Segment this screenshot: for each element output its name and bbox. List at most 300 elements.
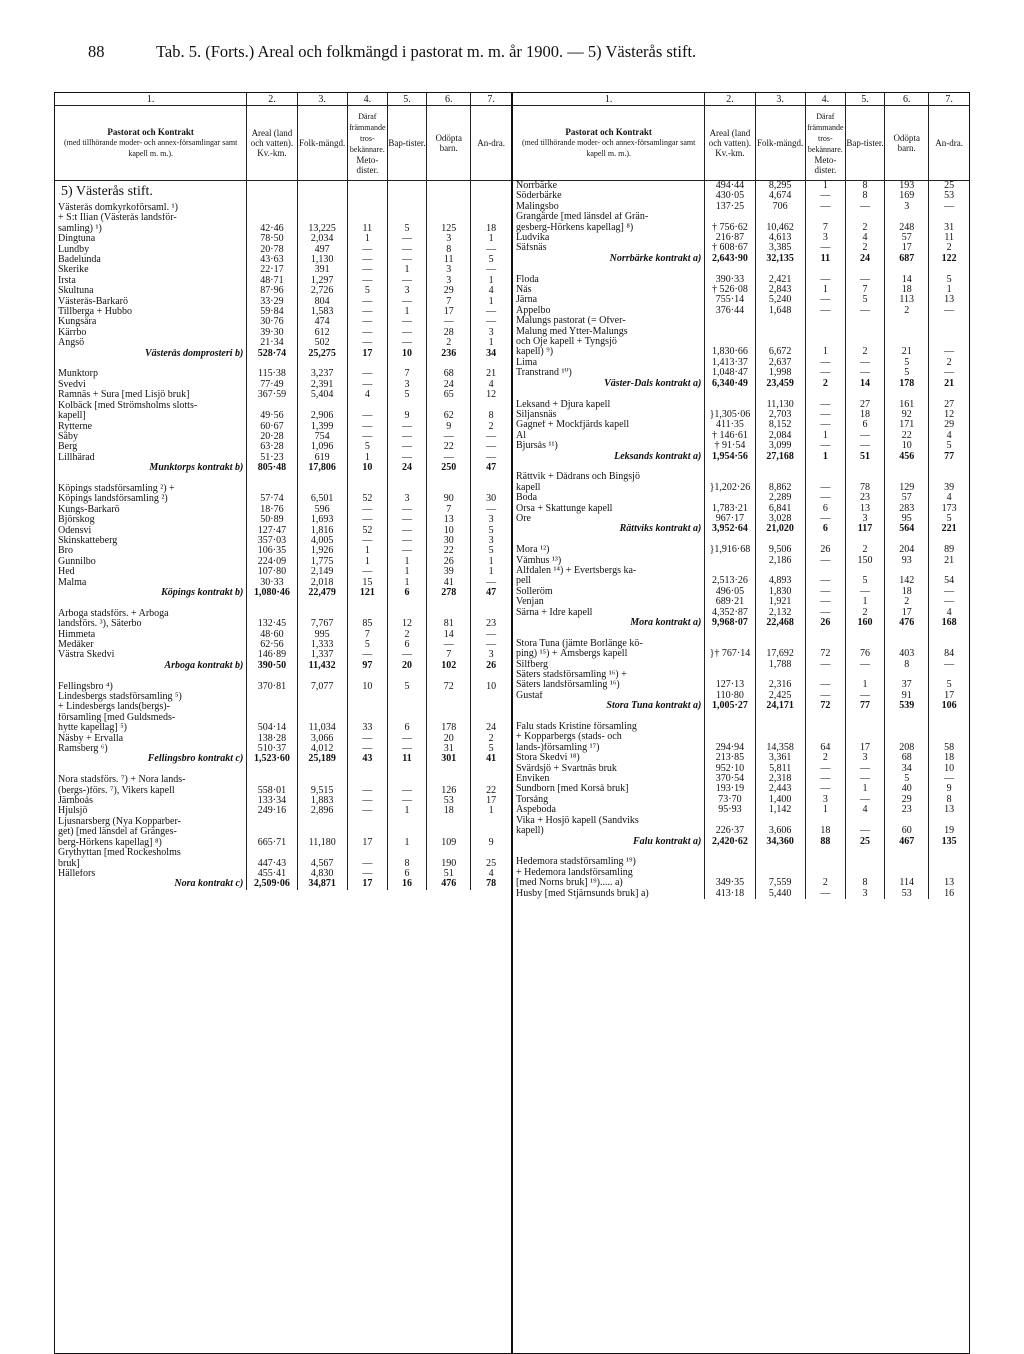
folkmangd-cell: 1,297	[297, 276, 347, 286]
folkmangd-cell: 2,018	[297, 578, 347, 588]
table-row	[55, 567, 511, 577]
andra-cell	[929, 472, 969, 482]
folkmangd-cell: 3,066	[297, 734, 347, 744]
areal-cell	[247, 401, 297, 411]
row-name: Rättviks kontrakt a)	[619, 524, 702, 535]
areal-cell: 39·30	[247, 328, 297, 338]
table-row	[55, 265, 511, 275]
odopta-cell: 14	[885, 275, 929, 285]
folkmangd-cell: 1,883	[297, 796, 347, 806]
folkmangd-cell: 5,440	[755, 889, 805, 899]
baptister-cell: 1	[845, 784, 884, 794]
andra-cell: 8	[929, 795, 969, 805]
baptister-cell	[845, 327, 884, 337]
folkmangd-cell: 2,318	[755, 774, 805, 784]
baptister-cell	[387, 848, 426, 858]
baptister-cell: —	[387, 245, 426, 255]
metodister-cell	[805, 639, 845, 649]
folkmangd-cell: 3,237	[297, 369, 347, 379]
odopta-cell	[427, 401, 471, 411]
section-heading-row	[55, 181, 511, 204]
colnum-3: 3.	[755, 93, 805, 106]
odopta-cell: 3	[427, 265, 471, 275]
metodister-cell: —	[805, 680, 845, 690]
folkmangd-cell	[755, 857, 805, 867]
row-name: Stora Tuna kontrakt a)	[606, 701, 702, 712]
metodister-cell: —	[347, 505, 387, 515]
baptister-cell: 23	[845, 493, 884, 503]
andra-cell: 10	[471, 682, 511, 692]
baptister-cell	[387, 702, 426, 712]
left-table-panel	[54, 92, 512, 1354]
row-name: get) [med länsdel af Gränges-	[58, 827, 177, 838]
andra-cell: 1	[471, 567, 511, 577]
odopta-cell: 26	[427, 557, 471, 567]
andra-cell: 4	[471, 869, 511, 879]
andra-cell: 19	[929, 826, 969, 836]
andra-cell: 21	[929, 556, 969, 566]
table-row	[513, 795, 969, 805]
folkmangd-cell: 2,843	[755, 285, 805, 295]
row-name: Boda	[516, 493, 538, 504]
areal-cell: 43·63	[247, 255, 297, 265]
odopta-cell: 22	[885, 431, 929, 441]
spacer-row	[55, 598, 511, 608]
areal-cell: 146·89	[247, 650, 297, 660]
table-row	[55, 432, 511, 442]
row-name: Falu kontrakt a)	[632, 836, 702, 847]
areal-cell: 1,080·46	[247, 588, 297, 598]
areal-cell: 1,523·60	[247, 754, 297, 764]
odopta-cell: 3	[427, 276, 471, 286]
metodister-cell: 2	[805, 753, 845, 763]
metodister-cell: 3	[805, 233, 845, 243]
odopta-cell	[885, 327, 929, 337]
andra-cell: 2	[929, 243, 969, 253]
folkmangd-cell	[297, 827, 347, 837]
areal-cell: 127·13	[705, 680, 755, 690]
spacer-cell	[885, 847, 929, 857]
row-name: Nora stadsförs. ⁷) + Nora lands-	[58, 775, 186, 786]
metodister-cell: —	[347, 276, 387, 286]
odopta-cell: 2	[885, 597, 929, 607]
table-row	[513, 878, 969, 888]
odopta-cell	[885, 732, 929, 742]
odopta-cell: 476	[427, 879, 471, 889]
colnum-6: 6.	[427, 93, 471, 106]
row-name: Fellingsbro kontrakt c)	[147, 754, 244, 765]
odopta-cell	[885, 566, 929, 576]
odopta-cell: 68	[427, 369, 471, 379]
odopta-cell: 2	[427, 338, 471, 348]
metodister-cell: 52	[347, 494, 387, 504]
spacer-cell	[471, 765, 511, 775]
spacer-cell	[513, 389, 705, 399]
table-row	[55, 338, 511, 348]
folkmangd-cell: 1,583	[297, 307, 347, 317]
areal-cell	[705, 493, 755, 503]
baptister-cell: 1	[387, 265, 426, 275]
metodister-cell: 26	[805, 618, 845, 628]
folkmangd-cell: 1,693	[297, 515, 347, 525]
andra-cell: 13	[929, 878, 969, 888]
baptister-cell: 11	[387, 754, 426, 764]
andra-cell: 23	[471, 619, 511, 629]
table-row	[513, 472, 969, 482]
metodister-cell: 1	[805, 805, 845, 815]
table-row	[55, 859, 511, 869]
folkmangd-cell	[297, 203, 347, 213]
andra-cell: —	[929, 660, 969, 670]
baptister-cell	[387, 817, 426, 827]
empty-cell	[387, 181, 426, 204]
metodister-cell: —	[347, 328, 387, 338]
odopta-cell: 301	[427, 754, 471, 764]
folkmangd-cell: 596	[297, 505, 347, 515]
header-odopta: Odöpta barn.	[885, 106, 929, 181]
metodister-cell: 4	[347, 390, 387, 400]
andra-cell	[471, 713, 511, 723]
baptister-cell: 1	[387, 557, 426, 567]
folkmangd-cell: 7,077	[297, 682, 347, 692]
odopta-cell	[427, 203, 471, 213]
baptister-cell: —	[845, 306, 884, 316]
row-name: Ramsberg ⁶)	[58, 744, 108, 755]
metodister-cell	[347, 484, 387, 494]
odopta-cell: 18	[885, 285, 929, 295]
table-row	[513, 576, 969, 586]
areal-cell: 21·34	[247, 338, 297, 348]
baptister-cell: —	[387, 442, 426, 452]
spacer-cell	[513, 535, 705, 545]
folkmangd-cell: 2,316	[755, 680, 805, 690]
andra-cell: 4	[929, 608, 969, 618]
baptister-cell: 2	[387, 630, 426, 640]
andra-cell: 4	[471, 286, 511, 296]
table-row	[55, 619, 511, 629]
baptister-cell: 77	[845, 701, 884, 711]
page-title	[88, 42, 938, 62]
contract-total-row	[513, 837, 969, 847]
metodister-cell: —	[805, 691, 845, 701]
row-name: Västra Skedvi	[58, 650, 115, 661]
table-row	[513, 514, 969, 524]
row-name: Köpings stadsförsamling ²) +	[58, 483, 175, 494]
metodister-cell: 5	[347, 442, 387, 452]
row-name: Mora kontrakt a)	[630, 618, 702, 628]
odopta-cell: —	[427, 432, 471, 442]
baptister-cell: 3	[845, 889, 884, 899]
spacer-row	[513, 389, 969, 399]
andra-cell: 5	[929, 514, 969, 524]
table-row	[513, 566, 969, 576]
odopta-cell	[885, 816, 929, 826]
table-row	[513, 597, 969, 607]
baptister-cell: 14	[845, 379, 884, 389]
colnum-2: 2.	[247, 93, 297, 106]
spacer-cell	[805, 535, 845, 545]
baptister-cell	[387, 213, 426, 223]
folkmangd-cell: 1,648	[755, 306, 805, 316]
andra-cell: 1	[471, 234, 511, 244]
metodister-cell: —	[347, 515, 387, 525]
spacer-cell	[805, 389, 845, 399]
folkmangd-cell: 1,337	[297, 650, 347, 660]
baptister-cell: —	[845, 431, 884, 441]
table-row	[513, 327, 969, 337]
areal-cell: 95·93	[705, 805, 755, 815]
table-row	[55, 630, 511, 640]
row-name: Västerås domkyrkoförsaml. ¹)	[58, 203, 178, 213]
row-name: Köpings landsförsamling ²)	[58, 494, 168, 505]
baptister-cell: 6	[387, 723, 426, 733]
odopta-cell	[427, 827, 471, 837]
row-name: Transtrand ¹⁰)	[516, 368, 572, 379]
andra-cell: 16	[929, 889, 969, 899]
metodister-cell: 43	[347, 754, 387, 764]
row-name: Västerås-Barkarö	[58, 296, 128, 307]
metodister-cell: —	[805, 483, 845, 493]
folkmangd-cell	[755, 212, 805, 222]
row-name: Norrbärke	[516, 180, 558, 191]
spacer-cell	[347, 671, 387, 681]
spacer-cell	[471, 359, 511, 369]
metodister-cell: 18	[805, 826, 845, 836]
table-row	[513, 889, 969, 899]
baptister-cell: 20	[387, 661, 426, 671]
metodister-cell: 3	[805, 795, 845, 805]
table-row	[55, 536, 511, 546]
areal-cell: 1,954·56	[705, 452, 755, 462]
baptister-cell: 6	[387, 640, 426, 650]
row-name: Nora kontrakt c)	[174, 879, 244, 890]
folkmangd-cell: 6,672	[755, 347, 805, 357]
row-name: Järnboås	[58, 796, 93, 807]
folkmangd-cell	[297, 484, 347, 494]
metodister-cell: 6	[805, 524, 845, 534]
table-row	[513, 774, 969, 784]
baptister-cell	[845, 857, 884, 867]
areal-cell: 665·71	[247, 838, 297, 848]
row-name: Kungs-Barkarö	[58, 504, 120, 515]
folkmangd-cell: 2,391	[297, 380, 347, 390]
folkmangd-cell: 612	[297, 328, 347, 338]
areal-cell: 558·01	[247, 786, 297, 796]
row-name: Mora ¹²)	[516, 545, 550, 556]
andra-cell	[471, 775, 511, 785]
andra-cell: 58	[929, 743, 969, 753]
andra-cell: 21	[471, 369, 511, 379]
spacer-cell	[513, 628, 705, 638]
table-row	[513, 295, 969, 305]
baptister-cell: 5	[845, 576, 884, 586]
metodister-cell: —	[347, 245, 387, 255]
baptister-cell: 1	[845, 597, 884, 607]
andra-cell	[929, 316, 969, 326]
metodister-cell: —	[805, 587, 845, 597]
row-name: Stora Skedvi ¹⁸)	[516, 753, 580, 764]
table-row	[55, 297, 511, 307]
metodister-cell	[805, 868, 845, 878]
andra-cell: 3	[471, 328, 511, 338]
odopta-cell: 93	[885, 556, 929, 566]
spacer-cell	[755, 462, 805, 472]
baptister-cell: —	[387, 234, 426, 244]
areal-cell	[705, 660, 755, 670]
areal-cell: 6,340·49	[705, 379, 755, 389]
folkmangd-cell: 11,034	[297, 723, 347, 733]
baptister-cell: 3	[387, 286, 426, 296]
areal-cell: 805·48	[247, 463, 297, 473]
odopta-cell	[427, 213, 471, 223]
metodister-cell: —	[805, 410, 845, 420]
metodister-cell: —	[805, 493, 845, 503]
right-stats-table	[513, 93, 969, 899]
areal-cell: 60·67	[247, 422, 297, 432]
metodister-cell: —	[805, 295, 845, 305]
row-name: [med Norns bruk] ¹⁹)..... a)	[516, 878, 623, 889]
colnum-1: 1.	[513, 93, 705, 106]
table-row	[513, 191, 969, 201]
areal-cell: }† 767·14	[705, 649, 755, 659]
folkmangd-cell	[755, 670, 805, 680]
baptister-cell: —	[845, 826, 884, 836]
odopta-cell: 5	[885, 358, 929, 368]
folkmangd-cell	[755, 732, 805, 742]
table-row	[513, 868, 969, 878]
odopta-cell: 41	[427, 578, 471, 588]
spacer-cell	[247, 765, 297, 775]
areal-cell: 447·43	[247, 859, 297, 869]
folkmangd-cell: 1,142	[755, 805, 805, 815]
spacer-cell	[845, 628, 884, 638]
empty-cell	[297, 181, 347, 204]
andra-cell: 30	[471, 494, 511, 504]
areal-cell	[705, 566, 755, 576]
metodister-cell: —	[805, 191, 845, 201]
areal-cell: 110·80	[705, 691, 755, 701]
table-row	[55, 838, 511, 848]
metodister-cell: —	[805, 514, 845, 524]
row-name: Badelunda	[58, 255, 101, 266]
contract-total-row	[55, 879, 511, 889]
areal-cell: 510·37	[247, 744, 297, 754]
odopta-cell: 114	[885, 878, 929, 888]
folkmangd-cell	[755, 639, 805, 649]
row-name: Säfsnäs	[516, 243, 547, 254]
metodister-cell: —	[805, 774, 845, 784]
table-row	[55, 286, 511, 296]
odopta-cell: 5	[885, 368, 929, 378]
folkmangd-cell: 1,816	[297, 526, 347, 536]
andra-cell: 17	[929, 691, 969, 701]
areal-cell: 1,413·37	[705, 358, 755, 368]
spacer-cell	[427, 359, 471, 369]
metodister-cell: —	[805, 420, 845, 430]
areal-cell: 3,952·64	[705, 524, 755, 534]
odopta-cell	[427, 817, 471, 827]
odopta-cell: 23	[885, 805, 929, 815]
table-row	[55, 453, 511, 463]
spacer-row	[513, 847, 969, 857]
areal-cell: 50·89	[247, 515, 297, 525]
areal-cell: 137·25	[705, 202, 755, 212]
row-name: Nås	[516, 285, 532, 296]
andra-cell: 89	[929, 545, 969, 555]
header-andra: An-dra.	[471, 106, 511, 181]
odopta-cell	[885, 639, 929, 649]
metodister-cell: —	[805, 306, 845, 316]
baptister-cell: 17	[845, 743, 884, 753]
folkmangd-cell: 22,468	[755, 618, 805, 628]
folkmangd-cell: 2,906	[297, 411, 347, 421]
areal-cell: 370·81	[247, 682, 297, 692]
baptister-cell: 2	[845, 545, 884, 555]
metodister-cell: —	[805, 608, 845, 618]
areal-cell: 390·33	[705, 275, 755, 285]
spacer-cell	[929, 847, 969, 857]
spacer-cell	[55, 474, 247, 484]
andra-cell	[471, 203, 511, 213]
spacer-row	[55, 359, 511, 369]
row-name: Malingsbo	[516, 201, 559, 212]
baptister-cell: 3	[387, 494, 426, 504]
table-row	[513, 420, 969, 430]
areal-cell: 49·56	[247, 411, 297, 421]
table-row	[55, 390, 511, 400]
table-row	[55, 650, 511, 660]
odopta-cell: 476	[885, 618, 929, 628]
andra-cell: 5	[929, 275, 969, 285]
andra-cell: 1	[929, 285, 969, 295]
andra-cell: 1	[471, 338, 511, 348]
areal-cell: 59·84	[247, 307, 297, 317]
odopta-cell: 57	[885, 493, 929, 503]
andra-cell: 22	[471, 786, 511, 796]
row-name: Gagnef + Mockfjärds kapell	[516, 420, 630, 431]
baptister-cell: 9	[387, 411, 426, 421]
baptister-cell: 1	[387, 838, 426, 848]
metodister-cell: —	[805, 441, 845, 451]
metodister-cell: —	[805, 889, 845, 899]
table-row	[55, 734, 511, 744]
baptister-cell: 1	[387, 806, 426, 816]
baptister-cell: —	[387, 505, 426, 515]
odopta-cell	[885, 337, 929, 347]
row-name: Enviken	[516, 774, 550, 785]
folkmangd-cell	[755, 327, 805, 337]
row-name: församling [med Guldsmeds-	[58, 712, 176, 723]
metodister-cell: 17	[347, 349, 387, 359]
metodister-cell: 1	[347, 557, 387, 567]
metodister-cell: —	[347, 744, 387, 754]
spacer-cell	[705, 389, 755, 399]
metodister-cell: —	[347, 734, 387, 744]
baptister-cell: —	[387, 744, 426, 754]
metodister-cell: 7	[805, 223, 845, 233]
andra-cell: —	[471, 245, 511, 255]
baptister-cell: —	[387, 317, 426, 327]
folkmangd-cell: 7,767	[297, 619, 347, 629]
metodister-cell: —	[347, 338, 387, 348]
odopta-cell: 7	[427, 505, 471, 515]
row-name: Dingtuna	[58, 234, 96, 245]
folkmangd-cell: 1,400	[755, 795, 805, 805]
baptister-cell	[845, 337, 884, 347]
odopta-cell: 92	[885, 410, 929, 420]
andra-cell	[929, 722, 969, 732]
areal-cell: 411·35	[705, 420, 755, 430]
